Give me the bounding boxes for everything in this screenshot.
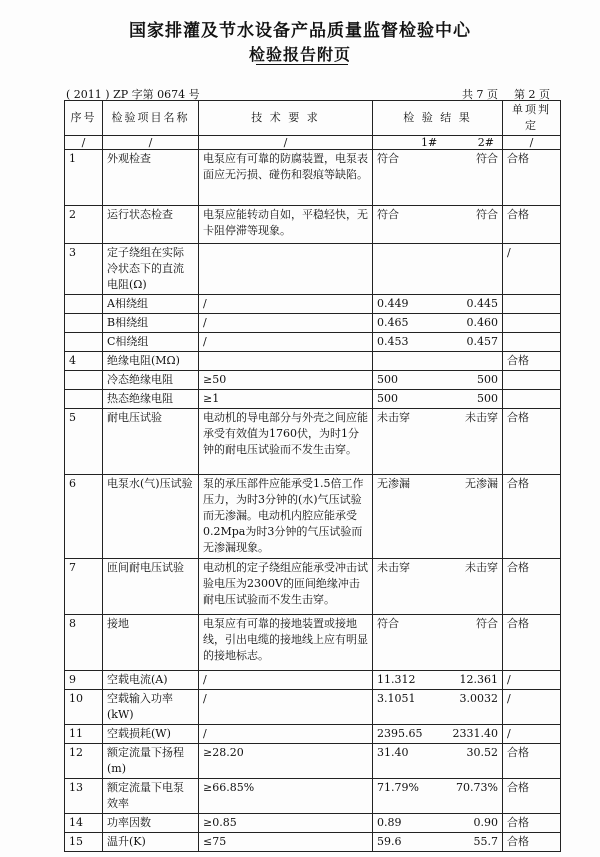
- row-requirement: /: [199, 333, 373, 352]
- row-number: 10: [65, 690, 103, 725]
- result-sample-2: 符合: [476, 152, 498, 165]
- table-row: [65, 814, 561, 833]
- result-sample-1: 符合: [377, 617, 399, 630]
- row-verdict: /: [503, 671, 561, 690]
- row-number: 12: [65, 744, 103, 779]
- row-number: 1: [65, 150, 103, 206]
- row-requirement: ≤75: [199, 833, 373, 852]
- table-row: [65, 779, 561, 814]
- row-item-name: 定子绕组在实际冷状态下的直流电阻(Ω): [103, 244, 199, 295]
- result-sample-2: 0.445: [466, 297, 498, 310]
- header-requirement: 技 术 要 求: [199, 101, 373, 136]
- table-subheader-row: [65, 136, 561, 150]
- row-item-name: 匝间耐电压试验: [103, 559, 199, 615]
- subheader-requirement: /: [199, 136, 373, 150]
- row-number: 7: [65, 559, 103, 615]
- row-requirement: [199, 244, 373, 295]
- row-verdict: 合格: [503, 833, 561, 852]
- row-item-name: 空载电流(A): [103, 671, 199, 690]
- table-row: [65, 833, 561, 852]
- result-pair: [377, 334, 498, 350]
- result-sample-1: 3.1051: [377, 692, 416, 705]
- result-sample-2: 55.7: [473, 835, 498, 848]
- result-sample-2: 符合: [476, 617, 498, 630]
- row-requirement: /: [199, 295, 373, 314]
- result-sample-1: 2395.65: [377, 727, 423, 740]
- result-pair: [377, 672, 498, 688]
- result-pair: [377, 815, 498, 831]
- result-sample-2: 0.457: [466, 335, 498, 348]
- row-result: [373, 409, 503, 475]
- total-pages: 共 7 页: [462, 88, 498, 101]
- row-number: [65, 295, 103, 314]
- row-number: [65, 371, 103, 390]
- row-number: 13: [65, 779, 103, 814]
- row-result: [373, 352, 503, 371]
- result-sample-2: 30.52: [466, 746, 498, 759]
- result-sample-2: 未击穿: [465, 411, 498, 424]
- row-item-name: 温升(K): [103, 833, 199, 852]
- result-sample-1: 0.465: [377, 316, 409, 329]
- table-row: [65, 150, 561, 206]
- subtitle-underline: [256, 64, 348, 65]
- result-pair: [377, 476, 498, 492]
- row-requirement: 电动机的定子绕组应能承受冲击试验电压为2300V的匝间绝缘冲击耐电压试验而不发生击穿。: [199, 559, 373, 615]
- result-sample-1: 11.312: [377, 673, 416, 686]
- table-row: [65, 475, 561, 559]
- result-sample-2: 0.90: [473, 816, 498, 829]
- row-verdict: [503, 314, 561, 333]
- row-result: [373, 475, 503, 559]
- row-requirement: ≥50: [199, 371, 373, 390]
- row-verdict: 合格: [503, 615, 561, 671]
- subheader-item: /: [103, 136, 199, 150]
- row-number: 5: [65, 409, 103, 475]
- row-requirement: 泵的承压部件应能承受1.5倍工作压力，为时3分钟的(水)气压试验而无渗漏。电动机内腔应能承受0.2Mpa为时3分钟的气压试验而无渗漏现象。: [199, 475, 373, 559]
- result-sample-1: 0.453: [377, 335, 409, 348]
- result-pair: [377, 296, 498, 312]
- row-item-name: 接地: [103, 615, 199, 671]
- row-verdict: 合格: [503, 744, 561, 779]
- row-result: [373, 295, 503, 314]
- result-pair: [377, 560, 498, 576]
- row-item-name: 冷态绝缘电阻: [103, 371, 199, 390]
- result-sample-1: 500: [377, 392, 398, 405]
- result-pair: [377, 410, 498, 426]
- row-result: [373, 371, 503, 390]
- row-item-name: 耐电压试验: [103, 409, 199, 475]
- table-row: [65, 206, 561, 244]
- table-body: [65, 150, 561, 852]
- result-sample-2: 未击穿: [465, 561, 498, 574]
- page-number: 第 2 页: [514, 88, 550, 101]
- row-verdict: 合格: [503, 779, 561, 814]
- row-result: [373, 671, 503, 690]
- row-result: [373, 690, 503, 725]
- table-row: [65, 671, 561, 690]
- result-sample-1: 未击穿: [377, 561, 410, 574]
- table-row: [65, 333, 561, 352]
- row-result: [373, 390, 503, 409]
- table-row: [65, 559, 561, 615]
- result-sample-1: 未击穿: [377, 411, 410, 424]
- row-result: [373, 744, 503, 779]
- row-verdict: 合格: [503, 352, 561, 371]
- row-result: [373, 814, 503, 833]
- table-row: [65, 615, 561, 671]
- result-pair: [377, 726, 498, 742]
- row-number: 3: [65, 244, 103, 295]
- result-sample-2: 2331.40: [452, 727, 498, 740]
- table-header-row: [65, 101, 561, 136]
- row-item-name: 热态绝缘电阻: [103, 390, 199, 409]
- result-sample-1: 31.40: [377, 746, 409, 759]
- header-verdict: 单项判定: [503, 101, 561, 136]
- table-row: [65, 352, 561, 371]
- header-item: 检验项目名称: [103, 101, 199, 136]
- result-pair: [377, 391, 498, 407]
- row-verdict: 合格: [503, 150, 561, 206]
- result-sample-1: 0.89: [377, 816, 402, 829]
- row-item-name: 空载输入功率(kW): [103, 690, 199, 725]
- row-requirement: ≥0.85: [199, 814, 373, 833]
- table-row: [65, 295, 561, 314]
- result-sample-2: 符合: [476, 208, 498, 221]
- result-sample-1: 71.79%: [377, 781, 419, 794]
- row-result: [373, 150, 503, 206]
- row-result: [373, 725, 503, 744]
- row-number: 11: [65, 725, 103, 744]
- header-no: 序号: [65, 101, 103, 136]
- row-number: 6: [65, 475, 103, 559]
- table-row: [65, 314, 561, 333]
- table-row: [65, 244, 561, 295]
- table-row: [65, 725, 561, 744]
- row-item-name: B相绕组: [103, 314, 199, 333]
- row-requirement: [199, 352, 373, 371]
- row-requirement: 电泵应能转动自如，平稳轻快，无卡阻停滞等现象。: [199, 206, 373, 244]
- row-requirement: 电泵应有可靠的防腐装置，电泵表面应无污损、碰伤和裂痕等缺陷。: [199, 150, 373, 206]
- row-result: [373, 206, 503, 244]
- subheader-verdict: /: [503, 136, 561, 150]
- table-row: [65, 690, 561, 725]
- result-sample-2: 70.73%: [456, 781, 498, 794]
- result-sample-2: 3.0032: [459, 692, 498, 705]
- row-verdict: 合格: [503, 206, 561, 244]
- result-sample-1: 符合: [377, 152, 399, 165]
- row-number: 4: [65, 352, 103, 371]
- result-sample-2: 500: [477, 392, 498, 405]
- table-row: [65, 744, 561, 779]
- row-requirement: ≥28.20: [199, 744, 373, 779]
- row-verdict: 合格: [503, 559, 561, 615]
- result-pair: [377, 151, 498, 167]
- result-sample-2: 500: [477, 373, 498, 386]
- subheader-result: [373, 136, 503, 150]
- row-number: [65, 390, 103, 409]
- table-row: [65, 409, 561, 475]
- sample-1-label: 1#: [421, 136, 438, 149]
- inspection-table: [64, 100, 561, 852]
- row-number: [65, 333, 103, 352]
- result-sample-1: 59.6: [377, 835, 402, 848]
- result-pair: [377, 780, 498, 796]
- row-number: [65, 314, 103, 333]
- result-pair: [377, 616, 498, 632]
- row-verdict: 合格: [503, 409, 561, 475]
- result-pair: [377, 691, 498, 707]
- row-result: [373, 615, 503, 671]
- row-verdict: 合格: [503, 475, 561, 559]
- row-requirement: /: [199, 314, 373, 333]
- row-result: [373, 833, 503, 852]
- result-pair: [377, 372, 498, 388]
- row-result: [373, 559, 503, 615]
- row-result: [373, 244, 503, 295]
- row-requirement: /: [199, 671, 373, 690]
- result-pair: [377, 207, 498, 223]
- result-pair: [377, 315, 498, 331]
- row-item-name: 运行状态检查: [103, 206, 199, 244]
- row-verdict: [503, 333, 561, 352]
- row-verdict: /: [503, 725, 561, 744]
- table-row: [65, 371, 561, 390]
- row-verdict: /: [503, 690, 561, 725]
- report-number: ( 2011 ) ZP 字第 0674 号: [66, 88, 200, 101]
- row-verdict: [503, 295, 561, 314]
- header-result: 检 验 结 果: [373, 101, 503, 136]
- row-verdict: [503, 390, 561, 409]
- row-item-name: 外观检查: [103, 150, 199, 206]
- result-sample-2: 无渗漏: [465, 477, 498, 490]
- row-result: [373, 333, 503, 352]
- row-number: 2: [65, 206, 103, 244]
- row-item-name: C相绕组: [103, 333, 199, 352]
- row-requirement: /: [199, 690, 373, 725]
- result-pair: [377, 745, 498, 761]
- row-result: [373, 314, 503, 333]
- row-requirement: /: [199, 725, 373, 744]
- result-pair: [377, 834, 498, 850]
- row-number: 14: [65, 814, 103, 833]
- result-sample-1: 500: [377, 373, 398, 386]
- report-subtitle: 检验报告附页: [248, 45, 351, 64]
- row-result: [373, 779, 503, 814]
- row-item-name: 额定流量下扬程(m): [103, 744, 199, 779]
- row-item-name: 空载损耗(W): [103, 725, 199, 744]
- row-requirement: 电泵应有可靠的接地装置或接地线，引出电缆的接地线上应有明显的接地标志。: [199, 615, 373, 671]
- row-number: 15: [65, 833, 103, 852]
- result-sample-1: 0.449: [377, 297, 409, 310]
- row-verdict: 合格: [503, 814, 561, 833]
- row-requirement: 电动机的导电部分与外壳之间应能承受有效值为1760伏，为时1分钟的耐电压试验而不发生击穿。: [199, 409, 373, 475]
- result-sample-2: 12.361: [459, 673, 498, 686]
- table-row: [65, 390, 561, 409]
- subheader-no: /: [65, 136, 103, 150]
- row-number: 9: [65, 671, 103, 690]
- sample-2-label: 2#: [477, 136, 494, 149]
- row-verdict: /: [503, 244, 561, 295]
- row-item-name: 电泵水(气)压试验: [103, 475, 199, 559]
- row-requirement: ≥1: [199, 390, 373, 409]
- row-item-name: 绝缘电阻(MΩ): [103, 352, 199, 371]
- report-title: 国家排灌及节水设备产品质量监督检验中心: [129, 21, 471, 41]
- result-sample-1: 符合: [377, 208, 399, 221]
- row-item-name: A相绕组: [103, 295, 199, 314]
- row-item-name: 额定流量下电泵效率: [103, 779, 199, 814]
- row-item-name: 功率因数: [103, 814, 199, 833]
- result-sample-2: 0.460: [466, 316, 498, 329]
- row-requirement: ≥66.85%: [199, 779, 373, 814]
- result-sample-1: 无渗漏: [377, 477, 410, 490]
- row-verdict: [503, 371, 561, 390]
- row-number: 8: [65, 615, 103, 671]
